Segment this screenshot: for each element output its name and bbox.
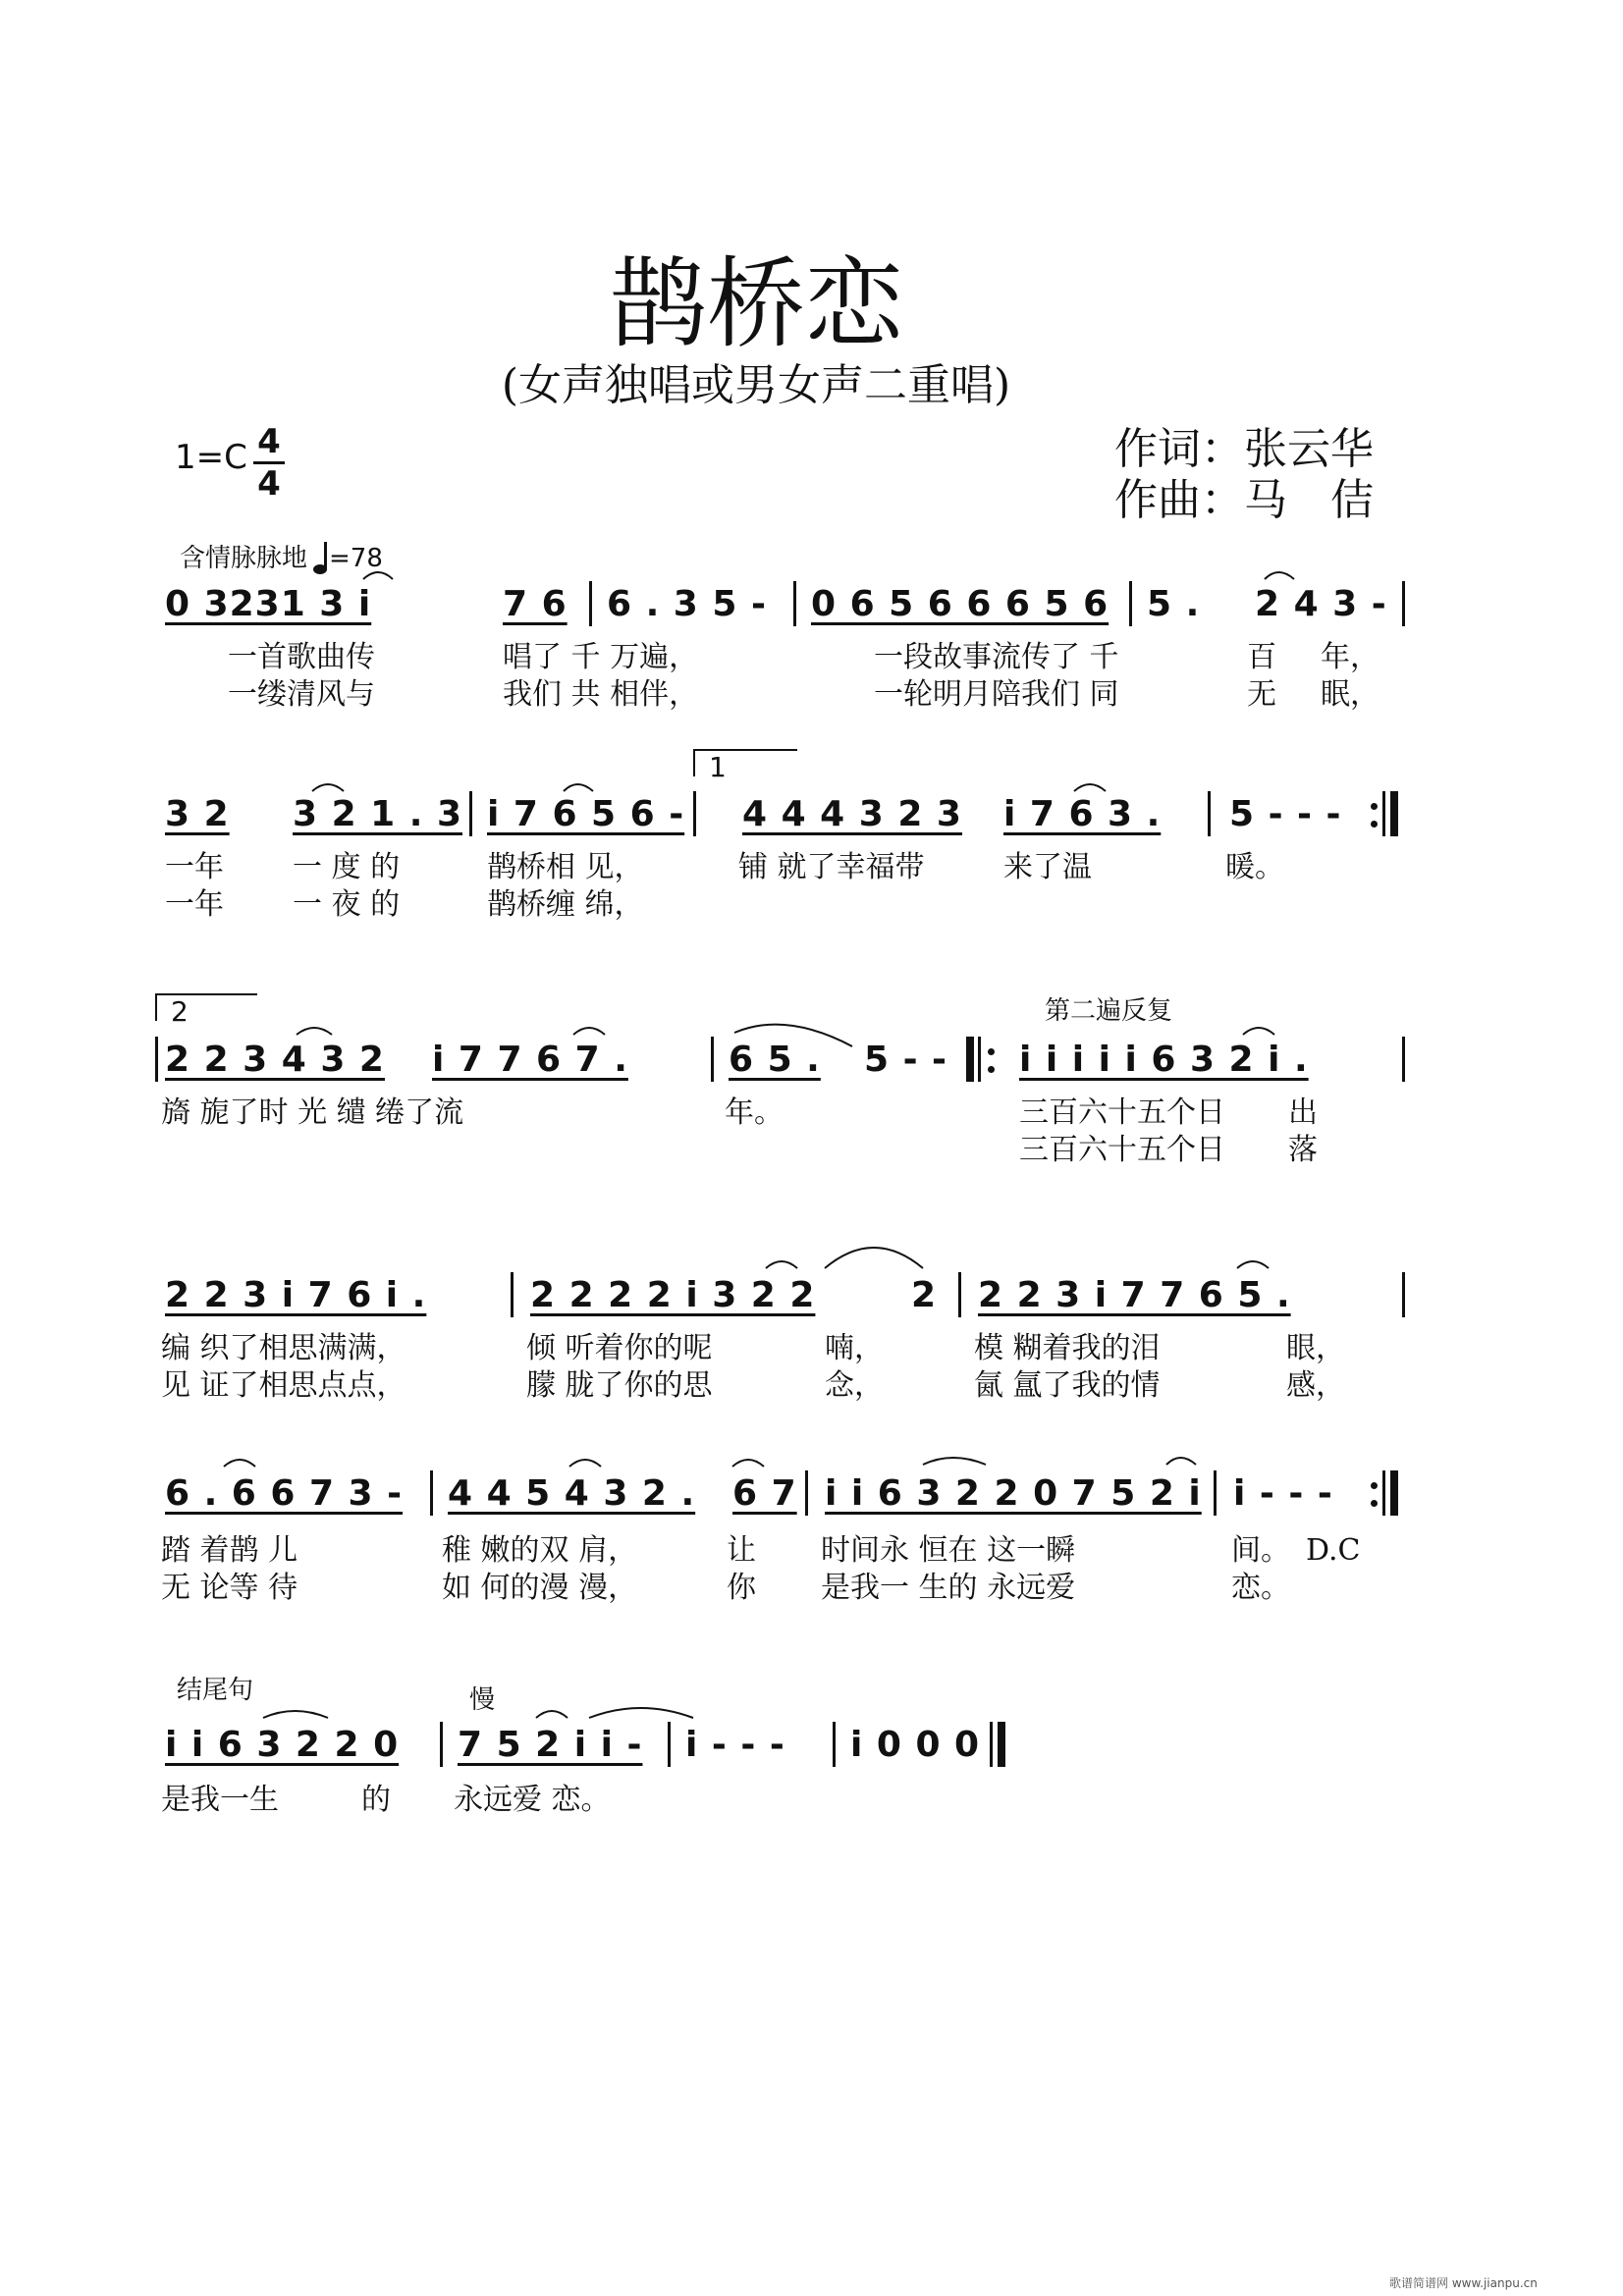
barline bbox=[1402, 581, 1405, 626]
barline bbox=[589, 581, 592, 626]
repeat-annotation: 第二遍反复 bbox=[1045, 996, 1173, 1026]
barline bbox=[1402, 1272, 1405, 1317]
quarter-note-icon bbox=[307, 547, 329, 574]
meter-top: 4 bbox=[257, 422, 281, 461]
row3-lyric1: 年。 bbox=[725, 1095, 784, 1130]
row2-lyric1: 一 度 的 bbox=[293, 850, 401, 884]
row3-lyric2: 落 bbox=[1288, 1133, 1318, 1167]
row2-measure4: 5 - - - bbox=[1229, 794, 1342, 834]
row2-lyric1: 铺 就了幸福带 bbox=[738, 850, 925, 884]
row1-lyric1: 百 bbox=[1247, 640, 1276, 674]
row6-lyric1: 是我一生 bbox=[161, 1783, 279, 1817]
slur bbox=[573, 1028, 605, 1035]
row3-measure2-b: 5 - - bbox=[864, 1040, 947, 1080]
row6-measure2: 7 5 2 i i - bbox=[458, 1725, 643, 1765]
row1-measure4-a: 5 . bbox=[1147, 584, 1201, 624]
repeat-barline-thick bbox=[1390, 791, 1398, 836]
repeat-dot bbox=[1371, 1482, 1378, 1489]
barline bbox=[1402, 1037, 1405, 1082]
slow-marking: 慢 bbox=[469, 1685, 496, 1715]
row5-lyric1: 稚 嫩的双 肩， bbox=[442, 1533, 638, 1568]
repeat-barline-thin bbox=[1382, 791, 1385, 836]
row1-measure2: 6 . 3 5 - bbox=[607, 584, 767, 624]
barline bbox=[1214, 1470, 1217, 1516]
volta-1-label: 1 bbox=[709, 751, 727, 783]
row4-lyric2: 见 证了相思点点， bbox=[161, 1368, 406, 1403]
row1-measure1-a: 0 3231 3 i bbox=[165, 584, 372, 624]
row1-measure4-b: 2 4 3 - bbox=[1255, 584, 1387, 624]
barline bbox=[440, 1722, 443, 1767]
barline bbox=[155, 1037, 158, 1082]
final-barline-thin bbox=[990, 1722, 993, 1767]
row1-lyric2: 我们 共 相伴， bbox=[503, 677, 699, 712]
row2-measure1-b: 3 2 1 . 3 bbox=[293, 794, 463, 834]
row4-lyric1: 眼， bbox=[1286, 1331, 1345, 1365]
row2-measure1-a: 3 2 bbox=[165, 794, 230, 834]
barline bbox=[805, 1470, 808, 1516]
slur bbox=[564, 784, 593, 791]
barline bbox=[711, 1037, 714, 1082]
row6-measure3: i - - - bbox=[685, 1725, 785, 1765]
row4-measure1: 2 2 3 i 7 6 i . bbox=[165, 1275, 427, 1315]
ending-label: 结尾句 bbox=[177, 1676, 254, 1705]
slur bbox=[1166, 1458, 1196, 1465]
row4-lyric1: 模 糊着我的泪 bbox=[974, 1331, 1161, 1365]
slur bbox=[1237, 1261, 1269, 1268]
row3-measure1-b: i 7 7 6 7 . bbox=[432, 1040, 628, 1080]
row4-measure2-b: 2 bbox=[911, 1275, 938, 1315]
repeat-dot bbox=[1371, 1500, 1378, 1507]
composer: 作曲：马 佶 bbox=[1114, 475, 1374, 525]
row4-lyric2: 朦 胧了你的思 bbox=[526, 1368, 713, 1403]
tempo-label: 含情脉脉地 bbox=[180, 544, 308, 573]
slur bbox=[569, 1460, 601, 1467]
row4-lyric1: 倾 听着你的呢 bbox=[526, 1331, 713, 1365]
row5-measure2-b: 6 7 bbox=[732, 1473, 797, 1514]
slur bbox=[766, 1261, 797, 1268]
row1-lyric1: 一段故事流传了 千 bbox=[874, 640, 1119, 674]
row2-lyric2: 鹊桥缠 绵， bbox=[487, 887, 644, 922]
row1-lyric2: 眠， bbox=[1321, 677, 1380, 712]
song-title: 鹊桥恋 bbox=[609, 246, 903, 361]
row4-lyric2: 感， bbox=[1286, 1368, 1345, 1403]
row2-lyric1: 鹊桥相 见， bbox=[487, 850, 644, 884]
repeat-dot bbox=[1371, 821, 1378, 828]
barline bbox=[1208, 791, 1211, 836]
row5-lyric1: 让 bbox=[727, 1533, 756, 1568]
row3-measure2-a: 6 5 . bbox=[729, 1040, 821, 1080]
slur bbox=[1265, 572, 1294, 579]
barline bbox=[430, 1470, 433, 1516]
barline bbox=[469, 791, 472, 836]
volta-2-label: 2 bbox=[171, 995, 189, 1028]
repeat-dot bbox=[988, 1066, 995, 1073]
barline bbox=[793, 581, 796, 626]
row3-lyric1: 出 bbox=[1288, 1095, 1318, 1130]
row5-lyric2: 恋。 bbox=[1231, 1571, 1290, 1605]
row1-lyric2: 一缕清风与 bbox=[228, 677, 375, 712]
row1-lyric2: 一轮明月陪我们 同 bbox=[874, 677, 1119, 712]
row4-measure3: 2 2 3 i 7 7 6 5 . bbox=[978, 1275, 1291, 1315]
row1-lyric1: 唱了 千 万遍， bbox=[503, 640, 699, 674]
meter-bottom: 4 bbox=[257, 464, 281, 504]
row5-lyric1: 间。 bbox=[1231, 1533, 1290, 1568]
row3-measure1-a: 2 2 3 4 3 2 bbox=[165, 1040, 385, 1080]
row2-lyric1: 来了温 bbox=[1003, 850, 1092, 884]
tie bbox=[589, 1708, 693, 1718]
lyricist: 作词：张云华 bbox=[1114, 424, 1374, 474]
tempo-marking bbox=[180, 543, 383, 574]
row3-measure3: i i i i i 6 3 2 i . bbox=[1019, 1040, 1309, 1080]
repeat-barline-thin bbox=[1382, 1470, 1385, 1516]
slur bbox=[536, 1711, 568, 1718]
watermark: 歌谱简谱网 www.jianpu.cn bbox=[1389, 2276, 1538, 2290]
row6-measure1: i i 6 3 2 2 0 bbox=[165, 1725, 400, 1765]
row4-lyric1: 编 织了相思满满， bbox=[161, 1331, 406, 1365]
barline bbox=[1129, 581, 1132, 626]
barline bbox=[511, 1272, 514, 1317]
row3-lyric1: 旖 旎了时 光 缱 绻了流 bbox=[161, 1095, 464, 1130]
row5-measure4: i - - - bbox=[1233, 1473, 1333, 1514]
barline bbox=[833, 1722, 836, 1767]
row5-lyric2: 你 bbox=[727, 1571, 756, 1605]
slur bbox=[312, 784, 344, 791]
row2-lyric1: 一年 bbox=[165, 850, 224, 884]
barline bbox=[668, 1722, 671, 1767]
row3-lyric2: 三百六十五个日 bbox=[1019, 1133, 1225, 1167]
slur bbox=[224, 1460, 255, 1467]
row5-measure1: 6 . 6 6 7 3 - bbox=[165, 1473, 404, 1514]
row6-lyric1: 的 bbox=[361, 1783, 391, 1817]
row5-lyric2: 如 何的漫 漫， bbox=[442, 1571, 638, 1605]
barline bbox=[958, 1272, 961, 1317]
repeat-barline-thin bbox=[978, 1037, 981, 1082]
row5-measure3: i i 6 3 2 2 0 7 5 2 i bbox=[825, 1473, 1202, 1514]
row2-lyric2: 一年 bbox=[165, 887, 224, 922]
tempo-value: =78 bbox=[329, 544, 383, 573]
song-subtitle: (女声独唱或男女声二重唱) bbox=[501, 360, 1011, 410]
row5-lyric2: 是我一 生的 永远爱 bbox=[821, 1571, 1076, 1605]
tie bbox=[923, 1458, 986, 1465]
row4-lyric2: 念， bbox=[825, 1368, 884, 1403]
repeat-barline-thick bbox=[1390, 1470, 1398, 1516]
repeat-barline-thick bbox=[966, 1037, 974, 1082]
da-capo-marking: D.C bbox=[1306, 1533, 1361, 1568]
row1-lyric2: 无 bbox=[1247, 677, 1276, 712]
row5-lyric1: 踏 着鹊 儿 bbox=[161, 1533, 298, 1568]
row4-lyric1: 喃， bbox=[825, 1331, 884, 1365]
row4-lyric2: 氤 氲了我的情 bbox=[974, 1368, 1161, 1403]
row1-lyric1: 年， bbox=[1321, 640, 1380, 674]
key-signature: 1=C bbox=[175, 438, 247, 477]
row3-lyric1: 三百六十五个日 bbox=[1019, 1095, 1225, 1130]
row5-measure2-a: 4 4 5 4 3 2 . bbox=[448, 1473, 696, 1514]
row5-lyric2: 无 论等 待 bbox=[161, 1571, 298, 1605]
volta-1 bbox=[693, 749, 797, 783]
row1-measure3: 0 6 5 6 6 6 5 6 bbox=[811, 584, 1109, 624]
volta-2 bbox=[155, 993, 257, 1028]
slur bbox=[732, 1460, 764, 1467]
row2-lyric2: 一 夜 的 bbox=[293, 887, 401, 922]
slur bbox=[1243, 1028, 1274, 1035]
tie bbox=[825, 1248, 923, 1268]
slur bbox=[1074, 784, 1106, 791]
row2-measure3-a: 4 4 4 3 2 3 bbox=[742, 794, 962, 834]
row2-measure3-b: i 7 6 3 . bbox=[1003, 794, 1162, 834]
barline bbox=[693, 791, 696, 836]
tie bbox=[263, 1711, 328, 1718]
credits bbox=[1114, 424, 1374, 526]
row2-measure2: i 7 6 5 6 - bbox=[487, 794, 685, 834]
time-signature bbox=[253, 424, 285, 502]
repeat-dot bbox=[1371, 803, 1378, 810]
repeat-dot bbox=[988, 1048, 995, 1055]
slur bbox=[297, 1028, 332, 1035]
row4-measure2-a: 2 2 2 2 i 3 2 2 bbox=[530, 1275, 816, 1315]
row1-lyric1: 一首歌曲传 bbox=[228, 640, 375, 674]
final-barline-thick bbox=[998, 1722, 1005, 1767]
row1-measure1-b: 7 6 bbox=[503, 584, 568, 624]
row6-measure4: i 0 0 0 bbox=[850, 1725, 981, 1765]
row2-lyric1: 暖。 bbox=[1225, 850, 1284, 884]
row5-lyric1: 时间永 恒在 这一瞬 bbox=[821, 1533, 1076, 1568]
row6-lyric1: 永远爱 恋。 bbox=[454, 1783, 611, 1817]
